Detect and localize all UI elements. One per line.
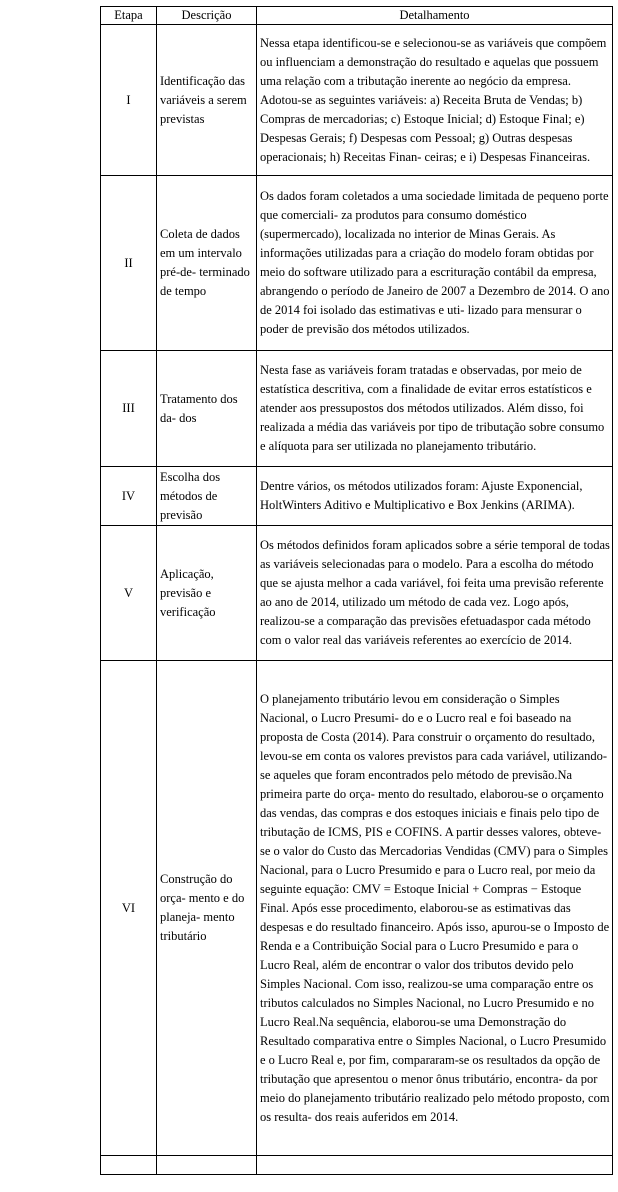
descricao-cell: Escolha dos métodos de previsão — [157, 467, 257, 526]
etapa-cell: VI — [101, 661, 157, 1156]
detalhamento-cell: O planejamento tributário levou em consideração o Simples Nacional, o Lucro Presumi- do e o Lucro real e foi baseado na proposta de Costa (2014). Para construir o orçamento do resultado, levou-se em conta os valores previstos para cada variável, utilizando-se aqueles que foram encontrados pelo método de previsão.Na primeira parte do orça- mento do resultado, elaborou-se o orçamento das vendas, das compras e dos estoques iniciais e finais pelo tipo de tributação de ICMS, PIS e COFINS. A partir desses valores, obteve-se o valor do Custo das Mercadorias Vendidas (CMV) para o Simples Nacional, para o Lucro Presumido e para o Lucro real, por meio da seguinte equação: CMV = Estoque Inicial + Compras − Estoque Final. Após esse procedimento, elaborou-se as estimativas das despesas e do resultado financeiro. Após isso, apurou-se o Imposto de Renda e a Contribuição Social para o Lucro Presumido e para o Lucro Real, além de encontrar o valor dos tributos devido pelo Simples Nacional. Com isso, realizou-se uma comparação entre os tributos calculados no Simples Nacional, no Lucro Presumido e no Lucro Real.Na sequência, elaborou-se uma Demonstração do Resultado comparativa entre o Simples Nacional, o Lucro Presumido e o Lucro Real e, por fim, compararam-se os resultados da opção de tributação que apresentou o menor ônus tributário, encontra- da por meio do planejamento tributário realizado pelo método proposto, com os resulta- dos reais auferidos em 2014. — [257, 661, 613, 1156]
header-row — [101, 7, 613, 25]
etapa-cell: II — [101, 176, 157, 351]
detalhamento-cell: Os métodos definidos foram aplicados sobre a série temporal de todas as variáveis selecionadas para o modelo. Para a escolha do método que se ajusta melhor a cada variável, foi feita uma previsão referente ao ano de 2014, utilizado um método de cada vez. Logo após, realizou-se a comparação das previsões efetuadaspor cada método com o valor real das variáveis referentes ao exercício de 2014. — [257, 526, 613, 661]
etapa-cell: V — [101, 526, 157, 661]
empty-cell — [157, 1156, 257, 1175]
table-row — [101, 526, 613, 661]
table-row — [101, 351, 613, 467]
header-descricao: Descrição — [157, 7, 257, 25]
table-row — [101, 176, 613, 351]
table-row — [101, 25, 613, 176]
etapa-cell: IV — [101, 467, 157, 526]
descricao-cell: Identificação das variáveis a serem previstas — [157, 25, 257, 176]
etapa-cell: III — [101, 351, 157, 467]
detalhamento-cell: Dentre vários, os métodos utilizados foram: Ajuste Exponencial, HoltWinters Aditivo e Multiplicativo e Box Jenkins (ARIMA). — [257, 467, 613, 526]
empty-cell — [257, 1156, 613, 1175]
descricao-cell: Aplicação, previsão e verificação — [157, 526, 257, 661]
empty-row — [101, 1156, 613, 1175]
empty-cell — [101, 1156, 157, 1175]
detalhamento-cell: Os dados foram coletados a uma sociedade limitada de pequeno porte que comerciali- za produtos para consumo doméstico (supermercado), localizada no interior de Minas Gerais. As informações utilizadas para a criação do modelo foram obtidas por meio do software utilizado para a escrituração contábil da empresa, abrangendo o período de Janeiro de 2007 a Dezembro de 2014. O ano de 2014 foi isolado das estimativas e uti- lizado para mensurar o poder de previsão dos métodos utilizados. — [257, 176, 613, 351]
descricao-cell: Construção do orça- mento e do planeja- mento tributário — [157, 661, 257, 1156]
table-row — [101, 661, 613, 1156]
descricao-cell: Tratamento dos da- dos — [157, 351, 257, 467]
header-detalhamento: Detalhamento — [257, 7, 613, 25]
detalhamento-cell: Nessa etapa identificou-se e selecionou-se as variáveis que compõem ou influenciam a demonstração do resultado e aquelas que possuem uma relação com a tributação inerente ao negócio da empresa. Adotou-se as seguintes variáveis: a) Receita Bruta de Vendas; b) Compras de mercadorias; c) Estoque Inicial; d) Estoque Final; e) Despesas Gerais; f) Despesas com Pessoal; g) Outras despesas operacionais; h) Receitas Finan- ceiras; e i) Despesas Financeiras. — [257, 25, 613, 176]
table-row — [101, 467, 613, 526]
header-etapa: Etapa — [101, 7, 157, 25]
detalhamento-cell: Nesta fase as variáveis foram tratadas e observadas, por meio de estatística descritiva, com a finalidade de evitar erros estatísticos e atender aos pressupostos dos métodos utilizados. Além disso, foi realizada a média das variáveis por tipo de tributação sobre consumo e alíquota para ser utilizada no planejamento tributário. — [257, 351, 613, 467]
etapa-cell: I — [101, 25, 157, 176]
methodology-table — [100, 6, 613, 1175]
descricao-cell: Coleta de dados em um intervalo pré-de- terminado de tempo — [157, 176, 257, 351]
